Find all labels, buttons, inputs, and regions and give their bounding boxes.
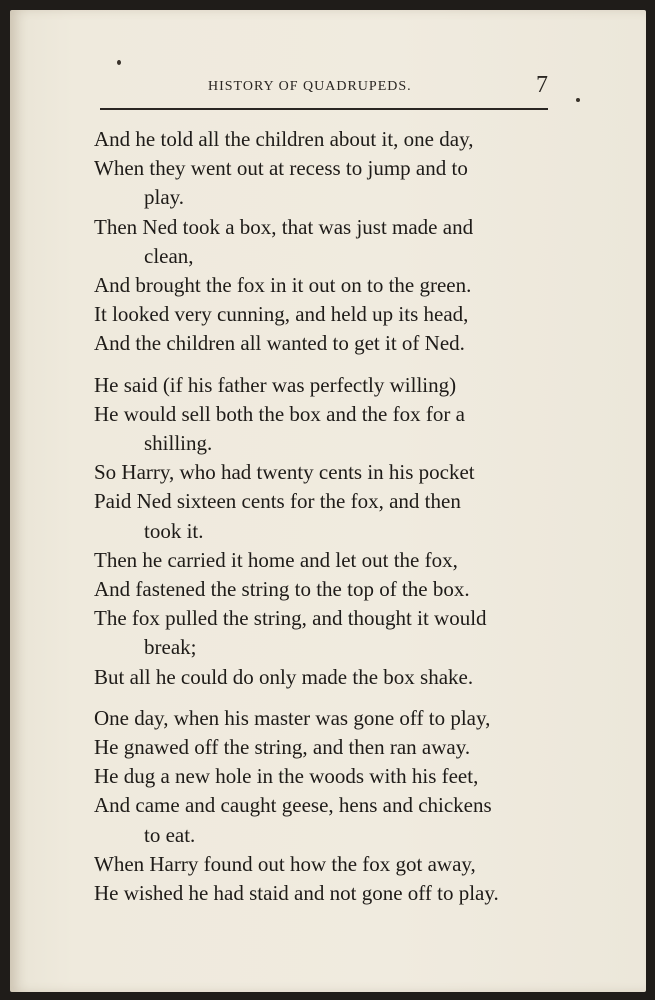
verse-line: He gnawed off the string, and then ran away. [94, 735, 471, 760]
ink-speck [576, 98, 580, 102]
verse-line: He wished he had staid and not gone off to play. [94, 881, 499, 906]
verse-line: One day, when his master was gone off to play, [94, 705, 491, 730]
verse-line: He dug a new hole in the woods with his feet, [94, 764, 479, 789]
verse-line: Then Ned took a box, that was just made and [94, 214, 474, 239]
verse-line: It looked very cunning, and held up its head, [94, 302, 469, 327]
verse-line: And brought the fox in it out on to the green. [94, 273, 472, 298]
running-head: HISTORY OF QUADRUPEDS. [208, 79, 412, 94]
verse-line: So Harry, who had twenty cents in his pocket [94, 460, 475, 485]
verse-line-continuation: play. [144, 185, 185, 210]
verse-line: When they went out at recess to jump and to [94, 156, 468, 181]
verse-line: And he told all the children about it, one day, [94, 127, 474, 151]
stanza [94, 371, 554, 692]
verse-line-continuation: clean, [144, 243, 194, 268]
page-header [100, 70, 548, 100]
page-number: 7 [536, 72, 548, 98]
verse-line: And the children all wanted to get it of Ned. [94, 331, 465, 356]
verse-line: Then he carried it home and let out the fox, [94, 547, 458, 572]
verse-line: When Harry found out how the fox got away, [94, 851, 476, 876]
verse-line-continuation: shilling. [144, 431, 213, 456]
verse-line-continuation: to eat. [144, 822, 196, 847]
verse-line: He said (if his father was perfectly willing) [94, 372, 457, 397]
verse-line-continuation: took it. [144, 518, 204, 543]
stanza [94, 125, 554, 359]
verse-line: The fox pulled the string, and thought it would [94, 606, 487, 631]
verse-line: He would sell both the box and the fox for a [94, 401, 465, 426]
verse-line: Paid Ned sixteen cents for the fox, and then [94, 489, 461, 514]
poem-body [94, 125, 554, 920]
ink-speck [117, 60, 121, 65]
verse-line: And came and caught geese, hens and chickens [94, 793, 492, 818]
header-rule [100, 108, 548, 110]
verse-line-continuation: break; [144, 635, 197, 660]
verse-line: And fastened the string to the top of the box. [94, 577, 470, 602]
verse-line: But all he could do only made the box shake. [94, 664, 474, 689]
stanza [94, 704, 554, 908]
